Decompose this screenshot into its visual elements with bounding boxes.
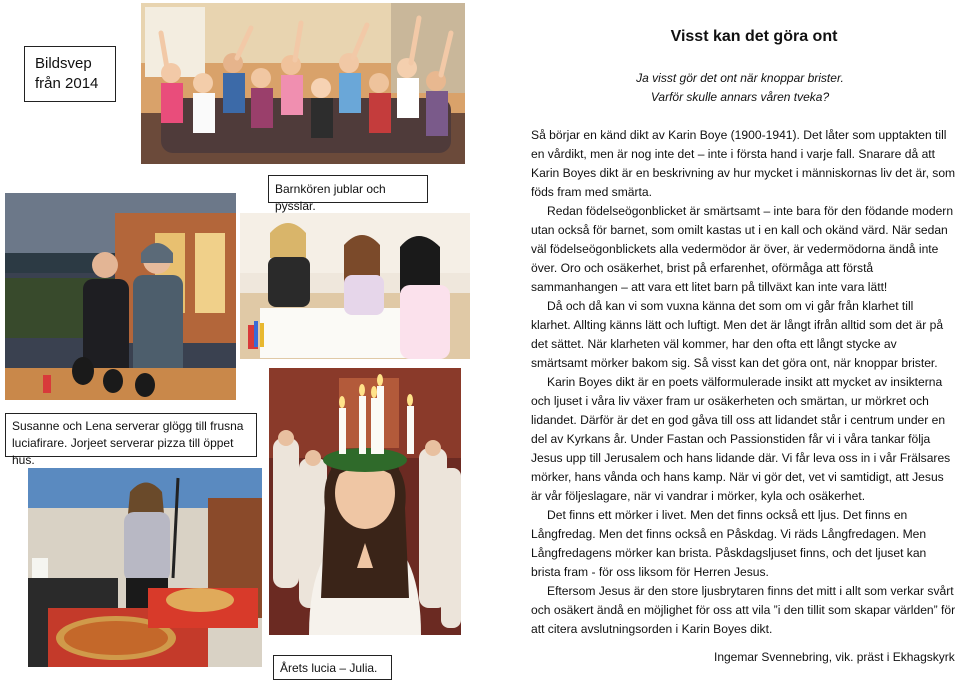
photo-lucia bbox=[269, 368, 461, 635]
article-heading: Visst kan det göra ont bbox=[670, 28, 838, 45]
caption-choir bbox=[268, 175, 428, 213]
article-paragraph-1: Så börjar en känd dikt av Karin Boye (1900-1941). Det låter som upptakten till en vårdikt, men är nog inte det – inte i första hand i varje fall. Snarare då att Karin Boyes dikt är en beskrivning av hur mycket i människornas liv det är, som föds fram med smärta. bbox=[531, 128, 956, 199]
photo-pizza bbox=[28, 468, 262, 667]
article-paragraph-6: Eftersom Jesus är den store ljusbrytaren finns det mitt i allt som verkar svårt och osäkert ändå en möjlighet för oss att vila ”i den tillit som skapar världen” för att citera avslutningsorden i Karin Boyes dikt. bbox=[531, 584, 956, 636]
article-paragraph-3: Då och då kan vi som vuxna känna det som om vi går från klarhet till klarhet. Allting känns lätt och luftigt. Men det är långt ifrån alltid som det är på det sättet. När klarheten väl kommer, har den ofta ett långt stycke av smärtsamt mörker bakom sig. Så visst kan det göra ont, när knoppar brister. bbox=[531, 299, 944, 370]
poem-quote bbox=[560, 69, 920, 107]
caption-glogg bbox=[5, 413, 257, 467]
article-signature: Ingemar Svennebring, vik. präst i Ekhagskyrk bbox=[714, 650, 955, 664]
photo-glogg bbox=[5, 193, 236, 400]
caption-lucia-text: Årets lucia – Julia. bbox=[280, 661, 378, 675]
poem-line-2: Varför skulle annars våren tveka? bbox=[650, 90, 830, 104]
article-paragraph-2: Redan födelseögonblicket är smärtsamt – inte bara för den födande modern utan också för barnet, som omilt kastas ut i en kall och okänd värd. När sedan väl födelseögonblickets alla vedermödor är över, är vedermödorna ändå inte över. Oro och osäkerhet, brist på erfarenhet, oförmåga att förstå sammanhangen – att vara ett litet barn på tillväxt kan inte vara lätt! bbox=[531, 204, 954, 294]
photo-crafts bbox=[240, 213, 470, 359]
photo-choir bbox=[141, 3, 465, 164]
poem-line-1: Ja visst gör det ont när knoppar brister. bbox=[636, 71, 844, 85]
article-body bbox=[531, 126, 956, 639]
article-paragraph-4: Karin Boyes dikt är en poets välformulerade insikt att mycket av insikterna och ljuset i våra liv växer fram ur osäkerheten och smärtan, ur mörkret och lidandet. Därför är det en god gåva till oss att lidandet står i centrum under en del av Kyrkans år. Under Fastan och Passionstiden får vi i våra tankar följa Jesus upp till Jerusalem och hans lidande där. Vi får leva oss in i vår Frälsares mörker, hans vånda och hans kamp. När vi gör det, vet vi samtidigt, att Jesus är vår följeslagare, när vi vandrar i mörker, kyla och osäkerhet. bbox=[531, 375, 951, 503]
caption-glogg-text: Susanne och Lena serverar glögg till frusna luciafirare. Jorjeet serverar pizza till öppet hus. bbox=[12, 419, 244, 467]
caption-lucia bbox=[273, 655, 392, 680]
page-title-box bbox=[24, 46, 116, 102]
page-title: Bildsvep från 2014 bbox=[35, 55, 99, 92]
article-paragraph-5: Det finns ett mörker i livet. Men det finns också ett ljus. Det finns en Långfredag. Men det finns också en Påskdag. Vi räds Långfredagen. Men Långfredagens mörker kan brista. Påskdagsljuset finns, och det ljuset kan brista fram - för oss liksom för Herren Jesus. bbox=[531, 508, 927, 579]
caption-choir-text: Barnkören jublar och pysslar. bbox=[275, 182, 386, 213]
